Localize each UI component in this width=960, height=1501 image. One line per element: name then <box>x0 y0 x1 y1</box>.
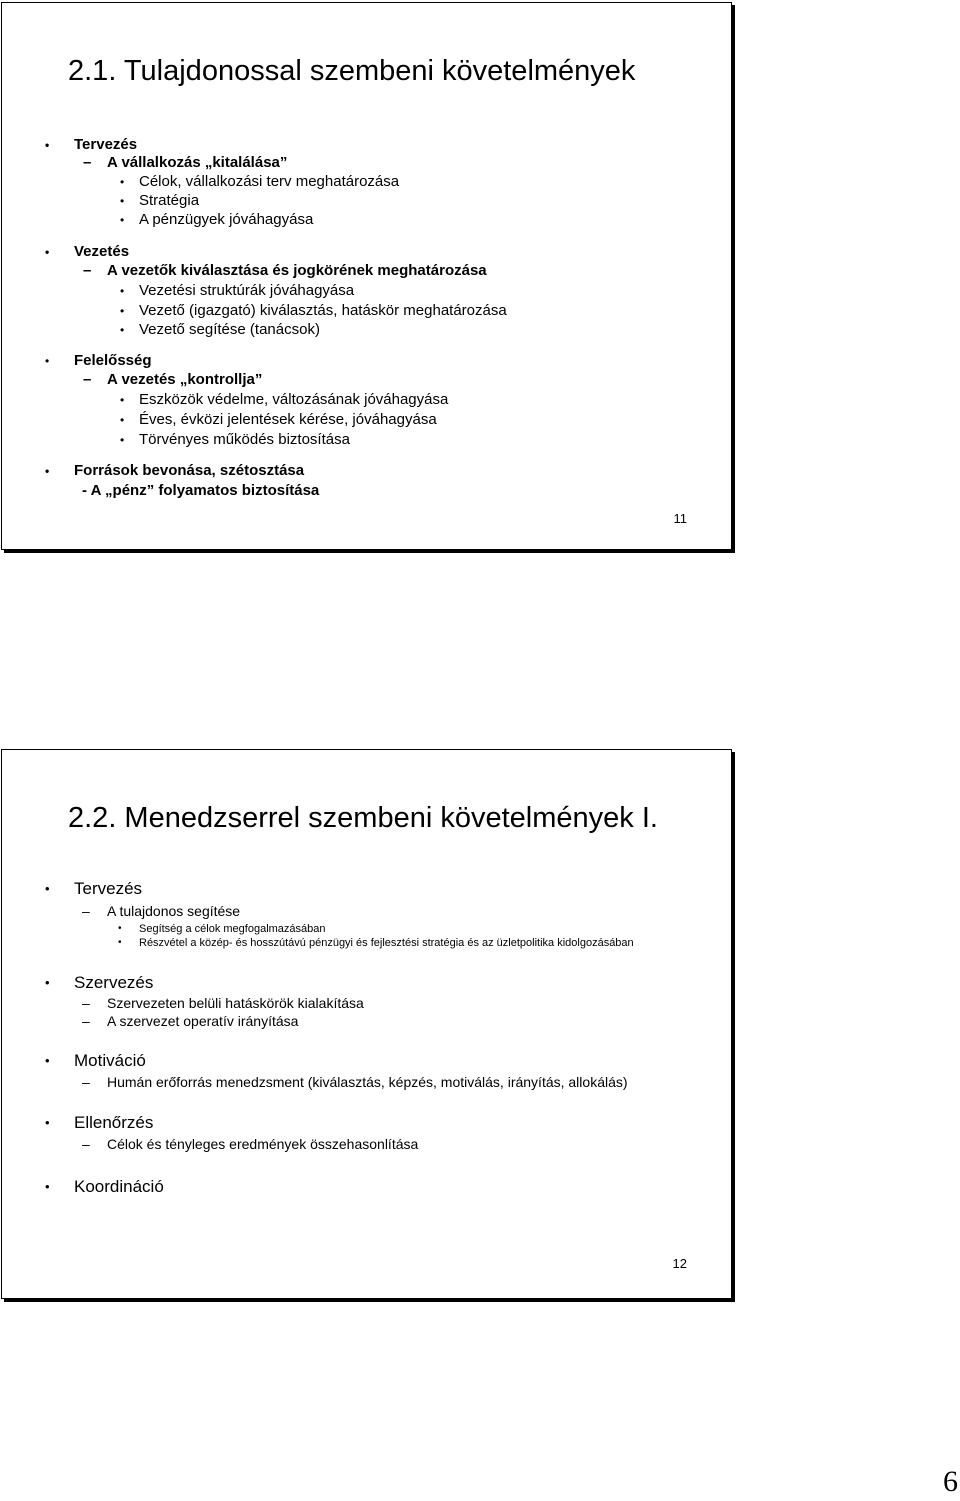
bullet-icon: • <box>118 937 122 948</box>
bullet-icon: • <box>45 881 50 896</box>
dash-icon: – <box>83 262 92 279</box>
dash-icon: – <box>82 995 90 1011</box>
sub-sub-item: • Vezetési struktúrák jóváhagyása <box>120 282 355 299</box>
dash-icon: – <box>82 1074 90 1090</box>
slide-title: 2.2. Menedzserrel szembeni követelmények I. <box>68 802 658 834</box>
sub-item: – A vállalkozás „kitalálása” <box>83 154 288 171</box>
slide-number: 11 <box>673 511 687 526</box>
sub-sub-item: • Segítség a célok megfogalmazásában <box>118 923 326 935</box>
sub-item: – A vezetés „kontrollja” <box>83 371 263 388</box>
sub-sub-item: • Részvétel a közép- és hosszútávú pénzügyi és fejlesztési stratégia és az üzletpolitika kidolgozásában <box>118 937 634 949</box>
sub-sub-item: • Stratégia <box>120 192 200 209</box>
bullet-icon: • <box>45 1179 50 1194</box>
sub-sub-item: • Célok, vállalkozási terv meghatározása <box>120 173 400 190</box>
bullet-icon: • <box>45 464 50 478</box>
bullet-item: • Koordináció <box>45 1177 164 1196</box>
slide-title: 2.1. Tulajdonossal szembeni követelmények <box>68 55 636 87</box>
bullet-item: • Ellenőrzés <box>45 1113 154 1132</box>
bullet-item: • Motiváció <box>45 1051 146 1070</box>
sub-item: – Szervezeten belüli hatáskörök kialakítása <box>82 995 364 1011</box>
bullet-icon: • <box>45 138 50 152</box>
bullet-icon: • <box>120 175 125 189</box>
bullet-icon: • <box>120 433 125 447</box>
sub-sub-item: • Vezető segítése (tanácsok) <box>120 321 320 338</box>
sub-item: – A vezetők kiválasztása és jogkörének meghatározása <box>83 262 487 279</box>
slide-11 <box>1 2 732 550</box>
bullet-icon: • <box>120 393 125 407</box>
sub-sub-item: • Törvényes működés biztosítása <box>120 431 350 448</box>
dash-icon: – <box>82 903 90 919</box>
dash-icon: – <box>83 154 92 171</box>
bullet-item: • Források bevonása, szétosztása <box>45 462 305 479</box>
sub-item: – A tulajdonos segítése <box>82 903 241 919</box>
bullet-icon: • <box>45 354 50 368</box>
bullet-icon: • <box>120 284 125 298</box>
bullet-item: • Vezetés <box>45 243 130 260</box>
slide-12 <box>1 749 732 1299</box>
sub-item: – Célok és tényleges eredmények összehasonlítása <box>82 1136 419 1152</box>
sub-sub-item: • Eszközök védelme, változásának jóváhagyása <box>120 391 449 408</box>
sub-item: - A „pénz” folyamatos biztosítása <box>82 482 320 499</box>
bullet-icon: • <box>120 413 125 427</box>
page-number: 6 <box>943 1465 958 1498</box>
sub-sub-item: • A pénzügyek jóváhagyása <box>120 211 314 228</box>
bullet-item: • Tervezés <box>45 136 138 153</box>
bullet-icon: • <box>120 304 125 318</box>
sub-sub-item: • Vezető (igazgató) kiválasztás, hatáskör meghatározása <box>120 302 507 319</box>
sub-sub-item: • Éves, évközi jelentések kérése, jóváhagyása <box>120 411 437 428</box>
bullet-icon: • <box>45 1053 50 1068</box>
bullet-icon: • <box>118 923 122 934</box>
bullet-item: • Felelősség <box>45 352 152 369</box>
bullet-item: • Szervezés <box>45 973 154 992</box>
dash-icon: – <box>82 1013 90 1029</box>
bullet-icon: • <box>120 194 125 208</box>
bullet-icon: • <box>120 323 125 337</box>
bullet-icon: • <box>45 245 50 259</box>
sub-item: – A szervezet operatív irányítása <box>82 1013 299 1029</box>
bullet-icon: • <box>45 1115 50 1130</box>
dash-icon: – <box>82 1136 90 1152</box>
bullet-icon: • <box>45 975 50 990</box>
bullet-icon: • <box>120 213 125 227</box>
bullet-item: • Tervezés <box>45 879 143 898</box>
sub-item: – Humán erőforrás menedzsment (kiválasztás, képzés, motiválás, irányítás, allokálás) <box>82 1074 628 1090</box>
dash-icon: – <box>83 371 92 388</box>
slide-number: 12 <box>672 1256 687 1271</box>
